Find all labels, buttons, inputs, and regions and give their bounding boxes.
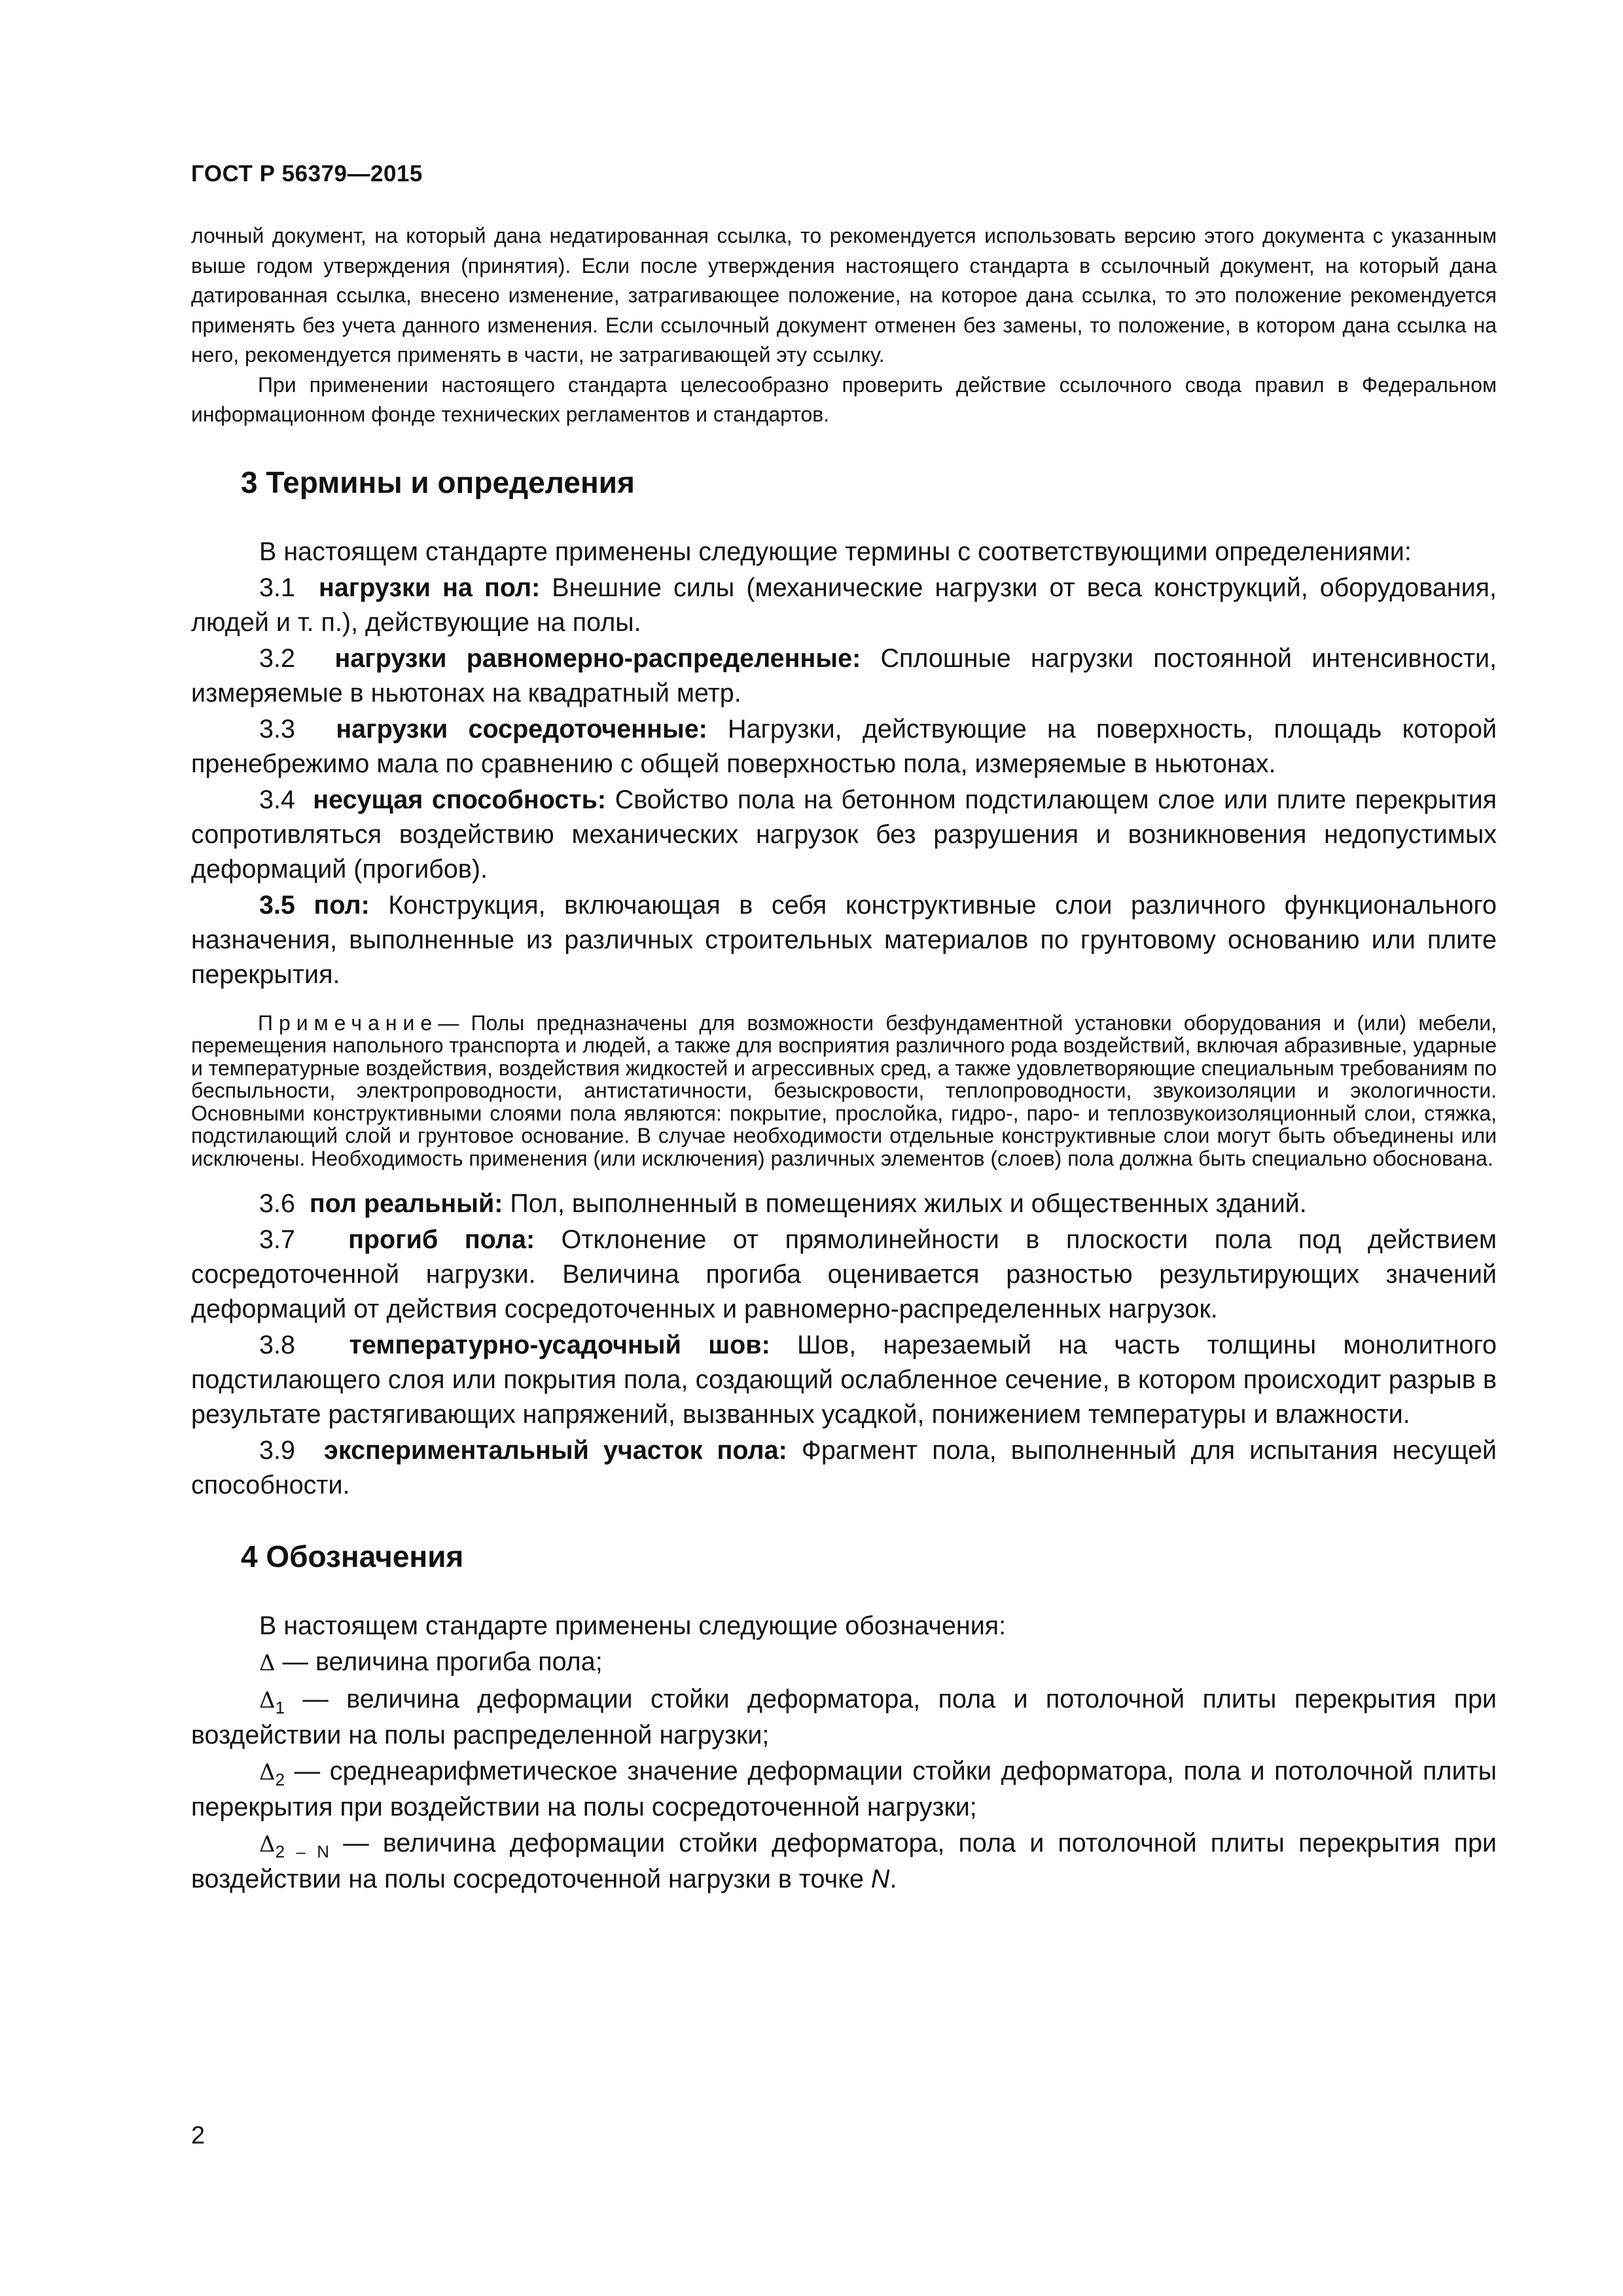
term-3-7 (191, 1223, 1497, 1327)
symbol-definition: — величина деформации стойки деформатора, пола и потолочной плиты перекрытия при воздействии на полы распределенной нагрузки; (191, 1685, 1497, 1749)
term-name: прогиб пола: (348, 1225, 535, 1254)
symbol: Δ (259, 1650, 276, 1676)
section-4-title: 4 Обозначения (241, 1539, 464, 1573)
term-definition: Фрагмент пола, выполненный для испытания несущей способности. (191, 1436, 1497, 1499)
term-name: несущая способность: (313, 785, 607, 814)
term-name: нагрузки сосредоточенные: (336, 714, 707, 744)
sentence-end: . (889, 1865, 897, 1893)
note-label: Примечание (258, 1011, 438, 1035)
term-definition: Конструкция, включающая в себя конструктивные слои различного функционального назначения, выполненные из различных строительных материалов по грунтовому основанию или плите перекрытия. (191, 890, 1497, 989)
term-3-9 (191, 1433, 1497, 1503)
term-3-5 (191, 888, 1497, 992)
symbol-definition: — величина деформации стойки деформатора, пола и потолочной плиты перекрытия при воздействии на полы сосредоточенной нагрузки в точке (191, 1829, 1497, 1893)
term-name: пол реальный: (309, 1189, 503, 1218)
section-3-title: 3 Термины и определения (241, 465, 635, 499)
section-4-intro: В настоящем стандарте применены следующие обозначения: (259, 1611, 1007, 1640)
term-3-8 (191, 1328, 1497, 1432)
term-3-3 (191, 712, 1497, 781)
term-number: 3.9 (259, 1436, 295, 1465)
document-header: ГОСТ Р 56379—2015 (191, 161, 423, 187)
symbol-delta (191, 1645, 1497, 1681)
term-name: пол: (313, 890, 370, 920)
term-number: 3.2 (259, 643, 295, 673)
term-3-1 (191, 571, 1497, 640)
symbol-delta-2 (191, 1754, 1497, 1825)
term-number: 3.1 (259, 573, 295, 602)
symbol-definition: — величина прогиба пола; (282, 1647, 603, 1676)
symbol-delta-1 (191, 1682, 1497, 1753)
intro-paragraph-2: При применении настоящего стандарта целесообразно проверить действие ссылочного свода правил в Федеральном информационном фонде технических регламентов и стандартов. (191, 372, 1497, 426)
term-definition: Пол, выполненный в помещениях жилых и общественных зданий. (510, 1189, 1307, 1218)
term-3-4 (191, 783, 1497, 887)
term-definition: Нагрузки, действующие на поверхность, площадь которой пренебрежимо мала по сравнению с общей поверхностью пола, измеряемые в ньютонах. (191, 714, 1497, 778)
point-label: N (870, 1865, 890, 1893)
term-number: 3.7 (259, 1225, 295, 1254)
term-number: 3.3 (259, 714, 295, 744)
note-text: — Полы предназначены для возможности безфундаментной установки оборудования и (или) мебели, перемещения напольного транспорта и людей, а также для восприятия различного рода воздействий, включая абразивные, ударные и температурные воздействия, воздействия жидкостей и агрессивных сред, а также удовлетворяющие специальным требованиям по беспыльности, электропроводности, антистатичности, безыскровости, теплопроводности, звукоизоляции и экологичности. Основными конструктивными слоями пола являются: покрытие, прослойка, гидро-, паро- и теплозвукоизоляционный слои, стяжка, подстилающий слой и грунтовое основание. В случае необходимости отдельные конструктивные слои могут быть объединены или исключены. Необходимость применения (или исключения) различных элементов (слоев) пола должна быть специально обоснована. (191, 1011, 1497, 1170)
symbol: Δ (259, 1687, 276, 1713)
term-3-2 (191, 641, 1497, 711)
term-number: 3.5 (259, 890, 295, 920)
term-definition: Сплошные нагрузки постоянной интенсивности, измеряемые в ньютонах на квадратный метр. (191, 643, 1497, 708)
document-body (191, 221, 1497, 1898)
term-name: экспериментальный участок пола: (324, 1436, 787, 1465)
symbol-definition: — среднеарифметическое значение деформации стойки деформатора, пола и потолочной плиты перекрытия при воздействии на полы сосредоточенной нагрузки; (191, 1757, 1497, 1821)
symbol: Δ (259, 1759, 276, 1785)
term-definition: Внешние силы (механические нагрузки от веса конструкций, оборудования, людей и т. п.), действующие на полы. (191, 573, 1497, 637)
page-number: 2 (191, 2122, 205, 2149)
term-definition: Отклонение от прямолинейности в плоскости пола под действием сосредоточенной нагрузки. Величина прогиба оценивается разностью результирующих значений деформаций от действия сосредоточенных и равномерно-распределенных нагрузок. (191, 1225, 1497, 1323)
symbol-subscript: 2 – N (275, 1841, 330, 1861)
term-name: нагрузки равномерно-распределенные: (334, 643, 861, 673)
symbol-subscript: 2 (275, 1769, 285, 1789)
term-name: температурно-усадочный шов: (349, 1331, 770, 1359)
term-3-6 (191, 1187, 1497, 1221)
term-number: 3.8 (259, 1331, 295, 1359)
term-number: 3.4 (259, 785, 295, 814)
intro-paragraph-1: лочный документ, на который дана недатированная ссылка, то рекомендуется использовать версию этого документа с указанным выше годом утверждения (принятия). Если после утверждения настоящего стандарта в ссылочный документ, на который дана датированная ссылка, внесено изменение, затрагивающее положение, на которое дана ссылка, то это положение рекомендуется применять без учета данного изменения. Если ссылочный документ отменен без замены, то положение, в котором дана ссылка на него, рекомендуется применять в части, не затрагивающей эту ссылку. (191, 224, 1497, 367)
section-3-intro: В настоящем стандарте применены следующие термины с соответствующими определениями: (259, 537, 1412, 566)
note-paragraph (191, 1012, 1497, 1170)
term-name: нагрузки на пол: (319, 573, 541, 602)
symbol-delta-2-n (191, 1826, 1497, 1897)
term-number: 3.6 (259, 1189, 295, 1218)
symbol: Δ (259, 1831, 276, 1857)
term-definition: Шов, нарезаемый на часть толщины монолитного подстилающего слоя или покрытия пола, создающий ослабленное сечение, в котором происходит разрыв в результате растягивающих напряжений, вызванных усадкой, понижением температуры и влажности. (191, 1331, 1497, 1429)
symbol-subscript: 1 (275, 1697, 285, 1717)
term-definition: Свойство пола на бетонном подстилающем слое или плите перекрытия сопротивляться воздействию механических нагрузок без разрушения и возникновения недопустимых деформаций (прогибов). (191, 785, 1497, 884)
